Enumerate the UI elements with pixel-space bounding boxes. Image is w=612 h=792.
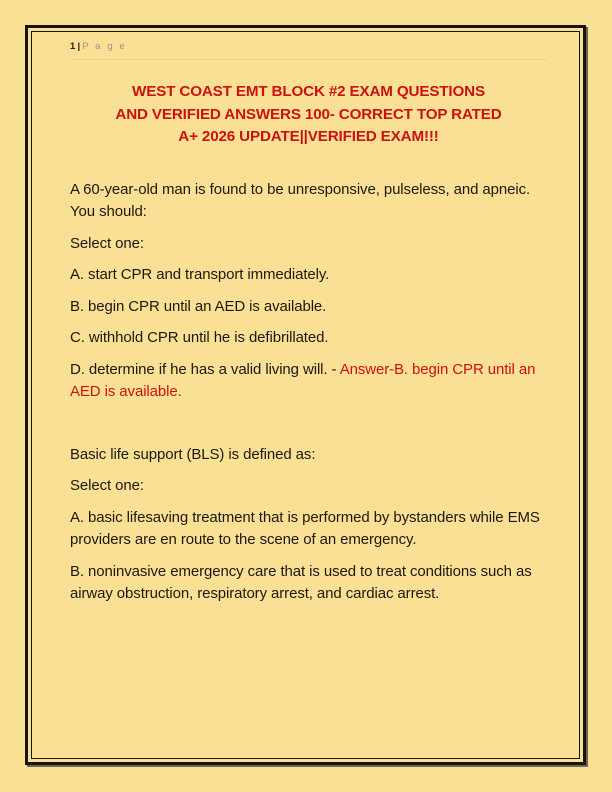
document-title bbox=[70, 81, 547, 149]
document-title-line-3: A+ 2026 UPDATE||VERIFIED EXAM!!! bbox=[178, 128, 439, 145]
page-header-separator: | bbox=[77, 41, 81, 52]
question-1-answer-key: Answer-B. begin CPR until an AED is available. bbox=[70, 360, 536, 400]
document-content bbox=[70, 36, 547, 752]
page-number: 1 bbox=[70, 41, 76, 52]
question-1-stem: A 60-year-old man is found to be unresponsive, pulseless, and apneic. You should: bbox=[70, 180, 531, 220]
page-header bbox=[70, 36, 547, 54]
question-1-option-a: A. start CPR and transport immediately. bbox=[70, 266, 330, 283]
page-border-frame bbox=[25, 25, 586, 765]
document-title-line-1: WEST COAST EMT BLOCK #2 EXAM QUESTIONS bbox=[132, 83, 485, 100]
question-block-spacer bbox=[70, 413, 547, 444]
question-2-option-b: B. noninvasive emergency care that is used to treat conditions such as airway obstruction, respiratory arrest, and cardiac arrest. bbox=[70, 562, 532, 602]
question-block-1 bbox=[70, 179, 547, 404]
question-1-option-d-text: D. determine if he has a valid living will. - bbox=[70, 360, 340, 378]
page-header-label: P a g e bbox=[82, 41, 127, 52]
question-2-instruction: Select one: bbox=[70, 477, 144, 494]
question-2-stem: Basic life support (BLS) is defined as: bbox=[70, 445, 316, 463]
question-1-option-c: C. withhold CPR until he is defibrillated. bbox=[70, 329, 329, 346]
question-1-instruction: Select one: bbox=[70, 234, 144, 252]
question-block-2 bbox=[70, 444, 547, 606]
question-2-option-a: A. basic lifesaving treatment that is performed by bystanders while EMS providers are en route to the scene of an emergency. bbox=[70, 508, 540, 548]
document-title-line-2: AND VERIFIED ANSWERS 100- CORRECT TOP RATED bbox=[115, 105, 502, 123]
header-divider bbox=[70, 59, 547, 60]
question-1-option-d-with-answer bbox=[70, 359, 547, 404]
question-1-option-b: B. begin CPR until an AED is available. bbox=[70, 297, 327, 315]
